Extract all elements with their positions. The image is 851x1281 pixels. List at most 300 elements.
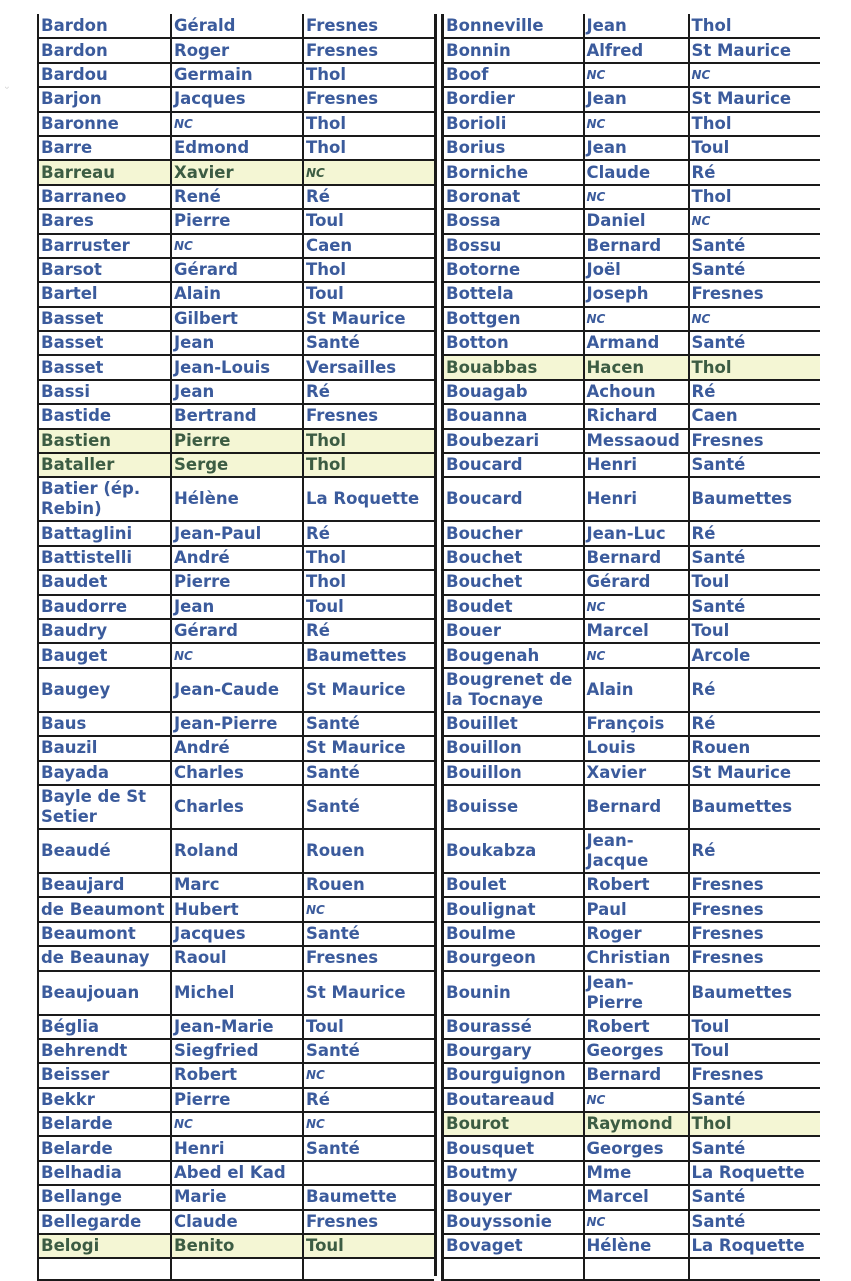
location-cell: Toul bbox=[689, 570, 820, 594]
firstname-cell: Bernard bbox=[584, 234, 689, 258]
surname-cell: Bardon bbox=[38, 38, 171, 62]
firstname-cell: Jean bbox=[171, 595, 303, 619]
table-row bbox=[38, 38, 434, 62]
location-cell: Santé bbox=[689, 1088, 820, 1112]
surname-cell: Bouillon bbox=[443, 736, 584, 760]
table-row bbox=[38, 643, 434, 667]
location-cell: Fresnes bbox=[303, 404, 434, 428]
firstname-cell: Henri bbox=[584, 453, 689, 477]
location-cell: St Maurice bbox=[689, 761, 820, 785]
firstname-cell: NC bbox=[584, 63, 689, 87]
table-row bbox=[443, 1039, 820, 1063]
location-cell: Arcole bbox=[689, 643, 820, 667]
firstname-cell: Jean-Jacque bbox=[584, 829, 689, 873]
location-cell: Fresnes bbox=[689, 282, 820, 306]
firstname-cell: Pierre bbox=[171, 1088, 303, 1112]
location-cell: Santé bbox=[689, 595, 820, 619]
location-cell: Toul bbox=[303, 282, 434, 306]
firstname-cell: Jean-Pierre bbox=[584, 971, 689, 1015]
surname-cell: Bayle de St Setier bbox=[38, 785, 171, 829]
surname-cell: Boucard bbox=[443, 453, 584, 477]
table-row bbox=[38, 736, 434, 760]
location-cell: Santé bbox=[303, 1039, 434, 1063]
location-cell: La Roquette bbox=[303, 477, 434, 521]
surname-cell: Bataller bbox=[38, 453, 171, 477]
surname-cell bbox=[443, 1258, 584, 1280]
surname-cell: Bovaget bbox=[443, 1234, 584, 1258]
firstname-cell: Mme bbox=[584, 1161, 689, 1185]
table-row bbox=[443, 380, 820, 404]
firstname-cell: NC bbox=[584, 1088, 689, 1112]
firstname-cell: Marcel bbox=[584, 1185, 689, 1209]
table-row bbox=[443, 1234, 820, 1258]
surname-cell: Bartel bbox=[38, 282, 171, 306]
location-cell: Santé bbox=[689, 453, 820, 477]
location-cell: Fresnes bbox=[303, 14, 434, 38]
location-cell: Baumettes bbox=[303, 643, 434, 667]
surname-cell: Barjon bbox=[38, 87, 171, 111]
table-row bbox=[443, 546, 820, 570]
location-cell: St Maurice bbox=[303, 668, 434, 712]
surname-cell: Béglia bbox=[38, 1015, 171, 1039]
table-row bbox=[38, 521, 434, 545]
table-row bbox=[38, 946, 434, 970]
firstname-cell: Charles bbox=[171, 785, 303, 829]
surname-cell: Bouagab bbox=[443, 380, 584, 404]
surname-cell: Botorne bbox=[443, 258, 584, 282]
location-cell: Toul bbox=[303, 209, 434, 233]
location-cell: Toul bbox=[303, 595, 434, 619]
firstname-cell: Gérald bbox=[171, 14, 303, 38]
table-row bbox=[38, 1063, 434, 1087]
location-cell: Fresnes bbox=[303, 946, 434, 970]
location-cell: St Maurice bbox=[689, 87, 820, 111]
table-row bbox=[443, 971, 820, 1015]
surname-cell: Batier (ép. Rebin) bbox=[38, 477, 171, 521]
table-row bbox=[443, 570, 820, 594]
table-row bbox=[443, 282, 820, 306]
table-row bbox=[443, 185, 820, 209]
table-row bbox=[38, 282, 434, 306]
firstname-cell: Claude bbox=[584, 160, 689, 184]
firstname-cell: Richard bbox=[584, 404, 689, 428]
surname-cell: Baronne bbox=[38, 112, 171, 136]
table-row bbox=[38, 209, 434, 233]
firstname-cell: Xavier bbox=[584, 761, 689, 785]
location-cell: Ré bbox=[303, 1088, 434, 1112]
location-cell: Fresnes bbox=[689, 946, 820, 970]
location-cell: Thol bbox=[303, 546, 434, 570]
location-cell: NC bbox=[689, 307, 820, 331]
table-row bbox=[443, 595, 820, 619]
firstname-cell: René bbox=[171, 185, 303, 209]
surname-cell: Bordier bbox=[443, 87, 584, 111]
surname-cell: Bossu bbox=[443, 234, 584, 258]
surname-cell: Bottgen bbox=[443, 307, 584, 331]
firstname-cell: Marcel bbox=[584, 619, 689, 643]
surname-cell: Boulet bbox=[443, 873, 584, 897]
surname-cell: Boutareaud bbox=[443, 1088, 584, 1112]
location-cell: Caen bbox=[689, 404, 820, 428]
table-row bbox=[443, 331, 820, 355]
location-cell: Toul bbox=[689, 1015, 820, 1039]
surname-cell: Baugey bbox=[38, 668, 171, 712]
firstname-cell bbox=[584, 1258, 689, 1280]
table-row bbox=[38, 331, 434, 355]
location-cell bbox=[303, 1161, 434, 1185]
location-cell: NC bbox=[303, 160, 434, 184]
firstname-cell: Jean-Pierre bbox=[171, 712, 303, 736]
firstname-cell: Roger bbox=[171, 38, 303, 62]
location-cell: NC bbox=[303, 1063, 434, 1087]
firstname-cell: NC bbox=[584, 595, 689, 619]
surname-cell: Baus bbox=[38, 712, 171, 736]
surname-cell: Beaudé bbox=[38, 829, 171, 873]
table-row bbox=[38, 1210, 434, 1234]
firstname-cell: NC bbox=[584, 112, 689, 136]
surname-cell: Bouanna bbox=[443, 404, 584, 428]
surname-cell: Bouchet bbox=[443, 570, 584, 594]
table-row bbox=[38, 712, 434, 736]
surname-cell: Belhadia bbox=[38, 1161, 171, 1185]
surname-cell: Borius bbox=[443, 136, 584, 160]
firstname-cell: NC bbox=[171, 643, 303, 667]
firstname-cell: Jacques bbox=[171, 922, 303, 946]
table-row bbox=[38, 1258, 434, 1280]
location-cell: Rouen bbox=[303, 873, 434, 897]
location-cell bbox=[303, 1258, 434, 1280]
surname-cell: Bonneville bbox=[443, 14, 584, 38]
table-row bbox=[38, 429, 434, 453]
surname-cell: Basset bbox=[38, 355, 171, 379]
table-row bbox=[443, 736, 820, 760]
location-cell: Thol bbox=[689, 112, 820, 136]
table-row bbox=[38, 1185, 434, 1209]
table-row bbox=[38, 307, 434, 331]
location-cell: NC bbox=[689, 209, 820, 233]
surname-cell: Baudorre bbox=[38, 595, 171, 619]
location-cell: La Roquette bbox=[689, 1234, 820, 1258]
location-cell: Santé bbox=[689, 1185, 820, 1209]
table-row bbox=[443, 619, 820, 643]
location-cell: Ré bbox=[689, 160, 820, 184]
location-cell: Thol bbox=[303, 429, 434, 453]
firstname-cell: Michel bbox=[171, 971, 303, 1015]
surname-cell: Boucher bbox=[443, 521, 584, 545]
surname-cell: Bastide bbox=[38, 404, 171, 428]
firstname-cell: Hélène bbox=[171, 477, 303, 521]
surname-cell: Bourassé bbox=[443, 1015, 584, 1039]
firstname-cell: Armand bbox=[584, 331, 689, 355]
table-row bbox=[38, 1039, 434, 1063]
table-row bbox=[38, 136, 434, 160]
surname-cell: Belarde bbox=[38, 1136, 171, 1160]
firstname-cell: Daniel bbox=[584, 209, 689, 233]
location-cell: Fresnes bbox=[689, 873, 820, 897]
firstname-cell: Abed el Kad bbox=[171, 1161, 303, 1185]
surname-cell: de Beaunay bbox=[38, 946, 171, 970]
firstname-cell: Alain bbox=[584, 668, 689, 712]
surname-cell: Behrendt bbox=[38, 1039, 171, 1063]
table-row bbox=[443, 404, 820, 428]
table-row bbox=[38, 546, 434, 570]
location-cell: Ré bbox=[689, 380, 820, 404]
table-row bbox=[443, 785, 820, 829]
firstname-cell: Gérard bbox=[171, 619, 303, 643]
firstname-cell: Bernard bbox=[584, 785, 689, 829]
firstname-cell: Pierre bbox=[171, 209, 303, 233]
location-cell: Santé bbox=[689, 1210, 820, 1234]
firstname-cell: NC bbox=[584, 307, 689, 331]
surname-cell: Bougrenet de la Tocnaye bbox=[443, 668, 584, 712]
firstname-cell: Joseph bbox=[584, 282, 689, 306]
location-cell: Thol bbox=[303, 570, 434, 594]
surname-cell: Beaujouan bbox=[38, 971, 171, 1015]
surname-cell: Bonnin bbox=[443, 38, 584, 62]
surname-cell: Boof bbox=[443, 63, 584, 87]
table-row bbox=[443, 477, 820, 521]
location-cell: Santé bbox=[689, 331, 820, 355]
table-row bbox=[38, 595, 434, 619]
firstname-cell: Marie bbox=[171, 1185, 303, 1209]
location-cell: Santé bbox=[303, 761, 434, 785]
firstname-cell: Henri bbox=[584, 477, 689, 521]
firstname-cell: Jean bbox=[171, 331, 303, 355]
location-cell: Baumette bbox=[303, 1185, 434, 1209]
location-cell: Rouen bbox=[689, 736, 820, 760]
firstname-cell: NC bbox=[171, 234, 303, 258]
surname-cell: Bouyssonie bbox=[443, 1210, 584, 1234]
firstname-cell: Jean bbox=[584, 87, 689, 111]
firstname-cell: NC bbox=[171, 1112, 303, 1136]
firstname-cell: Roland bbox=[171, 829, 303, 873]
surname-cell: Battistelli bbox=[38, 546, 171, 570]
surname-cell: Bossa bbox=[443, 209, 584, 233]
location-cell: Santé bbox=[303, 785, 434, 829]
firstname-cell: Raymond bbox=[584, 1112, 689, 1136]
firstname-cell: Edmond bbox=[171, 136, 303, 160]
firstname-cell: Jean-Marie bbox=[171, 1015, 303, 1039]
table-row bbox=[443, 453, 820, 477]
location-cell: NC bbox=[303, 1112, 434, 1136]
firstname-cell bbox=[171, 1258, 303, 1280]
location-cell: Santé bbox=[303, 712, 434, 736]
table-row bbox=[38, 258, 434, 282]
table-row bbox=[38, 1136, 434, 1160]
surname-cell: Borioli bbox=[443, 112, 584, 136]
firstname-cell: Christian bbox=[584, 946, 689, 970]
table-row bbox=[38, 570, 434, 594]
surname-cell: Botton bbox=[443, 331, 584, 355]
location-cell: Ré bbox=[303, 380, 434, 404]
table-row bbox=[443, 1063, 820, 1087]
table-row bbox=[443, 873, 820, 897]
location-cell: Toul bbox=[689, 619, 820, 643]
register-table-left bbox=[37, 14, 434, 1281]
location-cell: Santé bbox=[689, 1136, 820, 1160]
surname-cell: Bouisse bbox=[443, 785, 584, 829]
location-cell: Toul bbox=[303, 1015, 434, 1039]
location-cell: Santé bbox=[689, 546, 820, 570]
location-cell: Fresnes bbox=[689, 922, 820, 946]
firstname-cell: Serge bbox=[171, 453, 303, 477]
surname-cell: Bourgeon bbox=[443, 946, 584, 970]
surname-cell: Bourot bbox=[443, 1112, 584, 1136]
location-cell: Santé bbox=[689, 234, 820, 258]
table-row bbox=[38, 1015, 434, 1039]
surname-cell: Bares bbox=[38, 209, 171, 233]
table-row bbox=[443, 946, 820, 970]
location-cell: Fresnes bbox=[303, 87, 434, 111]
surname-cell: Beaujard bbox=[38, 873, 171, 897]
table-row bbox=[443, 87, 820, 111]
location-cell: Ré bbox=[689, 829, 820, 873]
firstname-cell: Xavier bbox=[171, 160, 303, 184]
table-row bbox=[443, 897, 820, 921]
surname-cell: Bayada bbox=[38, 761, 171, 785]
location-cell: NC bbox=[303, 897, 434, 921]
location-cell: Caen bbox=[303, 234, 434, 258]
surname-cell: Bouer bbox=[443, 619, 584, 643]
surname-cell: Bounin bbox=[443, 971, 584, 1015]
location-cell: Thol bbox=[689, 1112, 820, 1136]
firstname-cell: Alfred bbox=[584, 38, 689, 62]
surname-cell: Boronat bbox=[443, 185, 584, 209]
surname-cell: Bekkr bbox=[38, 1088, 171, 1112]
table-row bbox=[443, 14, 820, 38]
location-cell: St Maurice bbox=[303, 307, 434, 331]
table-row bbox=[443, 829, 820, 873]
table-row bbox=[38, 63, 434, 87]
column-divider bbox=[434, 14, 437, 1276]
location-cell: Ré bbox=[689, 521, 820, 545]
table-row bbox=[38, 971, 434, 1015]
location-cell: La Roquette bbox=[689, 1161, 820, 1185]
table-row bbox=[38, 829, 434, 873]
firstname-cell: Henri bbox=[171, 1136, 303, 1160]
surname-cell: Boulignat bbox=[443, 897, 584, 921]
table-row bbox=[443, 429, 820, 453]
table-row bbox=[38, 453, 434, 477]
location-cell: Thol bbox=[303, 258, 434, 282]
firstname-cell: François bbox=[584, 712, 689, 736]
surname-cell: Bouillet bbox=[443, 712, 584, 736]
firstname-cell: NC bbox=[584, 185, 689, 209]
firstname-cell: NC bbox=[584, 1210, 689, 1234]
location-cell: Santé bbox=[303, 1136, 434, 1160]
location-cell: Rouen bbox=[303, 829, 434, 873]
location-cell: Thol bbox=[303, 63, 434, 87]
table-row bbox=[38, 14, 434, 38]
firstname-cell: Gérard bbox=[171, 258, 303, 282]
table-row bbox=[443, 1112, 820, 1136]
firstname-cell: Pierre bbox=[171, 570, 303, 594]
firstname-cell: Robert bbox=[171, 1063, 303, 1087]
surname-cell: Bouabbas bbox=[443, 355, 584, 379]
location-cell: Ré bbox=[689, 712, 820, 736]
table-row bbox=[443, 1185, 820, 1209]
surname-cell: Bardon bbox=[38, 14, 171, 38]
surname-cell: Beisser bbox=[38, 1063, 171, 1087]
surname-cell: Boucard bbox=[443, 477, 584, 521]
table-row bbox=[38, 185, 434, 209]
table-row bbox=[443, 1136, 820, 1160]
firstname-cell: Bernard bbox=[584, 546, 689, 570]
surname-cell: Bouyer bbox=[443, 1185, 584, 1209]
table-row bbox=[38, 785, 434, 829]
table-row bbox=[38, 668, 434, 712]
location-cell: Thol bbox=[303, 136, 434, 160]
firstname-cell: Joël bbox=[584, 258, 689, 282]
surname-cell: Bellegarde bbox=[38, 1210, 171, 1234]
firstname-cell: Louis bbox=[584, 736, 689, 760]
firstname-cell: Jean-Paul bbox=[171, 521, 303, 545]
firstname-cell: Georges bbox=[584, 1136, 689, 1160]
surname-cell: Belogi bbox=[38, 1234, 171, 1258]
firstname-cell: Georges bbox=[584, 1039, 689, 1063]
surname-cell: Barreau bbox=[38, 160, 171, 184]
location-cell: Fresnes bbox=[689, 429, 820, 453]
table-row bbox=[443, 712, 820, 736]
location-cell: Santé bbox=[303, 922, 434, 946]
surname-cell: Baudry bbox=[38, 619, 171, 643]
surname-cell: Belarde bbox=[38, 1112, 171, 1136]
table-row bbox=[38, 873, 434, 897]
table-row bbox=[38, 404, 434, 428]
firstname-cell: Jean bbox=[584, 136, 689, 160]
surname-cell: Bastien bbox=[38, 429, 171, 453]
firstname-cell: Jean-Caude bbox=[171, 668, 303, 712]
firstname-cell: Marc bbox=[171, 873, 303, 897]
firstname-cell: Pierre bbox=[171, 429, 303, 453]
surname-cell: Barraneo bbox=[38, 185, 171, 209]
location-cell: Santé bbox=[689, 258, 820, 282]
surname-cell: Basset bbox=[38, 307, 171, 331]
surname-cell: Bouillon bbox=[443, 761, 584, 785]
table-row bbox=[443, 668, 820, 712]
firstname-cell: Benito bbox=[171, 1234, 303, 1258]
firstname-cell: Jean-Louis bbox=[171, 355, 303, 379]
location-cell: St Maurice bbox=[689, 38, 820, 62]
surname-cell: Boutmy bbox=[443, 1161, 584, 1185]
firstname-cell: Alain bbox=[171, 282, 303, 306]
surname-cell: Beaumont bbox=[38, 922, 171, 946]
location-cell bbox=[689, 1258, 820, 1280]
table-row bbox=[38, 112, 434, 136]
firstname-cell: Bernard bbox=[584, 1063, 689, 1087]
firstname-cell: Jean-Luc bbox=[584, 521, 689, 545]
surname-cell: Bourgary bbox=[443, 1039, 584, 1063]
location-cell: Toul bbox=[689, 1039, 820, 1063]
location-cell: Fresnes bbox=[303, 1210, 434, 1234]
firstname-cell: Hubert bbox=[171, 897, 303, 921]
table-row bbox=[443, 521, 820, 545]
table-row bbox=[443, 63, 820, 87]
table-row bbox=[443, 136, 820, 160]
location-cell: NC bbox=[689, 63, 820, 87]
surname-cell: Bauget bbox=[38, 643, 171, 667]
firstname-cell: Charles bbox=[171, 761, 303, 785]
surname-cell: Boubezari bbox=[443, 429, 584, 453]
surname-cell: Barruster bbox=[38, 234, 171, 258]
location-cell: Fresnes bbox=[689, 1063, 820, 1087]
firstname-cell: Jean bbox=[171, 380, 303, 404]
location-cell: Thol bbox=[303, 112, 434, 136]
location-cell: Ré bbox=[303, 619, 434, 643]
location-cell: Fresnes bbox=[689, 897, 820, 921]
location-cell: Thol bbox=[689, 185, 820, 209]
surname-cell: Bougenah bbox=[443, 643, 584, 667]
